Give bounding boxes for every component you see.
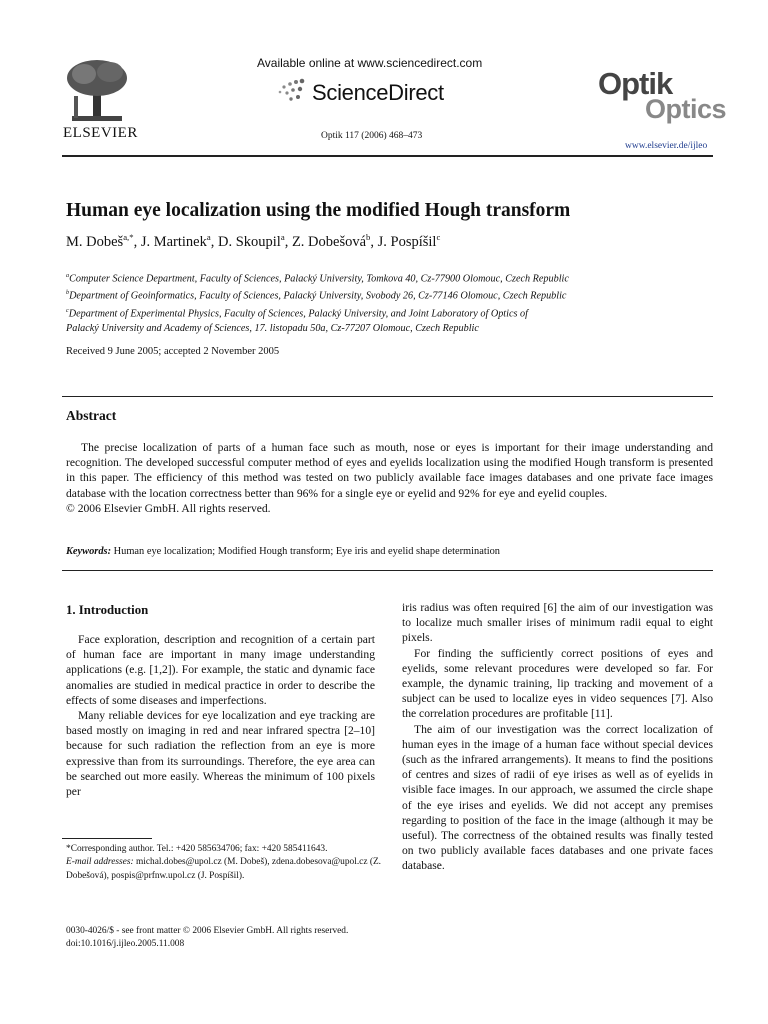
publisher-name: ELSEVIER bbox=[63, 125, 138, 141]
journal-reference: Optik 117 (2006) 468–473 bbox=[321, 131, 423, 141]
elsevier-tree-logo-icon bbox=[62, 56, 132, 124]
keywords-text: Human eye localization; Modified Hough transform; Eye iris and eyelid shape determination bbox=[113, 546, 501, 557]
author-affil-mark: a bbox=[280, 232, 285, 242]
author-name: D. Skoupil bbox=[217, 233, 281, 250]
affiliations bbox=[66, 269, 706, 336]
paragraph: Face exploration, description and recognition of a certain part of human face are important in many image understanding applications (e.g. [1,2]). For example, the static and dynamic face anomalies are studied in medical practice in order to describe the effects of some diseases and imperfections. bbox=[66, 633, 375, 707]
footnote-corresponding: *Corresponding author. Tel.: +420 585634706; fax: +420 585411643. bbox=[66, 844, 328, 854]
paragraph: The aim of our investigation was the correct localization of human eyes in the image of a human face without special devices (such as the infrared arrangements). It means to find the positions of centres and sizes of radii of eye irises as well as of eyelids in visible face images. In our approach, we assumed the circle shape of the eye irises and eyelids. We did not accept any premises regarding to position of the face in the image (although it may be useful). The correctness of the obtained results was finally tested on two publicly available faces databases and one private faces database. bbox=[402, 722, 713, 873]
footnote bbox=[66, 843, 386, 883]
abstract-heading: Abstract bbox=[66, 408, 117, 423]
affiliation-line: $^a$Computer Science Department, Faculty of Sciences, Palacký University, Tomkova 40, Cz-77900 Olomouc, Czech Republic bbox=[66, 273, 569, 285]
author-affil-mark: b bbox=[366, 232, 371, 242]
received-dates: Received 9 June 2005; accepted 2 November 2005 bbox=[66, 346, 280, 357]
journal-logo-optics: Optics bbox=[645, 94, 727, 124]
sciencedirect-logo-text: ScienceDirect bbox=[312, 80, 444, 105]
available-online-text[interactable]: Available online at www.sciencedirect.com bbox=[257, 56, 483, 70]
abstract-top-rule bbox=[62, 396, 713, 397]
copyright-notice: © 2006 Elsevier GmbH. All rights reserved. bbox=[66, 501, 271, 515]
affiliation-line: $^b$Department of Geoinformatics, Faculty of Sciences, Palacký University, Svobody 26, Cz-77146 Olomouc, Czech Republic bbox=[66, 290, 567, 302]
author-name: J. Martinek bbox=[140, 233, 207, 250]
article-title: Human eye localization using the modified Hough transform bbox=[66, 200, 571, 221]
journal-url-link[interactable]: www.elsevier.de/ijleo bbox=[625, 141, 708, 151]
email-label: E-mail addresses: bbox=[66, 857, 134, 868]
sciencedirect-dots-icon bbox=[276, 78, 306, 104]
author-name: M. Dobeš bbox=[66, 233, 124, 250]
author-affil-mark: a bbox=[206, 232, 211, 242]
author-affil-mark: c bbox=[436, 232, 441, 242]
affiliation-line: $^c$Department of Experimental Physics, Faculty of Sciences, Palacký University, and Joint Laboratory of Optics of bbox=[66, 307, 528, 320]
issn-doi bbox=[66, 925, 348, 952]
issn-line: 0030-4026/$ - see front matter © 2006 Elsevier GmbH. All rights reserved. bbox=[66, 926, 349, 936]
footnote-emails bbox=[66, 856, 386, 883]
keywords-bottom-rule bbox=[62, 570, 713, 571]
paragraph: For finding the sufficiently correct positions of eyes and eyelids, some relevant procedures were developed so far. For example, the dynamic training, lip tracking and movement of a subject can be used to localize eyes in video sequences [7]. Also the correlation procedures are profitable [11]. bbox=[402, 646, 713, 721]
section-heading: 1. Introduction bbox=[66, 603, 149, 617]
left-column bbox=[66, 632, 375, 799]
paragraph: Many reliable devices for eye localization and eye tracking are based mostly on imaging in red and near infrared spectra [2–10] because for such radiation the reflection from an eye is more expressive than from its surroundings. Therefore, the eye area can be searched out more easily. Whereas the minimum of 100 pixels per bbox=[66, 709, 375, 799]
abstract-text: The precise localization of parts of a human face such as mouth, nose or eyes is important for their image understanding and recognition. The developed successful computer method of eyes and eyelids localization using the modified Hough transform is presented in this paper. The efficiency of this method was tested on two publicly available face images databases and one private face images database with the location correctness better than 96% for a single eye or eyelid and 92% for eye and eyelid couples. bbox=[66, 441, 713, 500]
author-name: Z. Dobešová bbox=[291, 233, 367, 250]
paragraph: iris radius was often required [6] the aim of our investigation was to localize much smaller irises of minimum radii equal to eight pixels. bbox=[402, 601, 713, 645]
header-divider bbox=[62, 155, 713, 157]
footnote-rule bbox=[62, 838, 152, 839]
author-name: J. Pospíšil bbox=[377, 233, 437, 250]
doi-line[interactable]: doi:10.1016/j.ijleo.2005.11.008 bbox=[66, 939, 185, 950]
author-affil-mark: a,* bbox=[123, 232, 134, 242]
keywords bbox=[66, 546, 500, 557]
affiliation-line: Palacký University and Academy of Sciences, 17. listopadu 50a, Cz-77207 Olomouc, Czech Republic bbox=[66, 323, 479, 335]
abstract-body bbox=[66, 440, 713, 516]
author-list: M. Dobeš$^{a,*}$, J. Martinek$^a$, D. Skoupil$^a$, Z. Dobešová$^b$, J. Pospíšil$^c$ bbox=[66, 232, 441, 250]
keywords-label: Keywords: bbox=[66, 546, 112, 557]
journal-logo-optik: Optik bbox=[598, 66, 673, 101]
email-addresses[interactable]: michal.dobes@upol.cz (M. Dobeš), zdena.dobesova@upol.cz (Z. Dobešová), pospis@prfnw.upol.cz (J. Pospíšil). bbox=[66, 857, 382, 881]
right-column bbox=[402, 600, 713, 874]
